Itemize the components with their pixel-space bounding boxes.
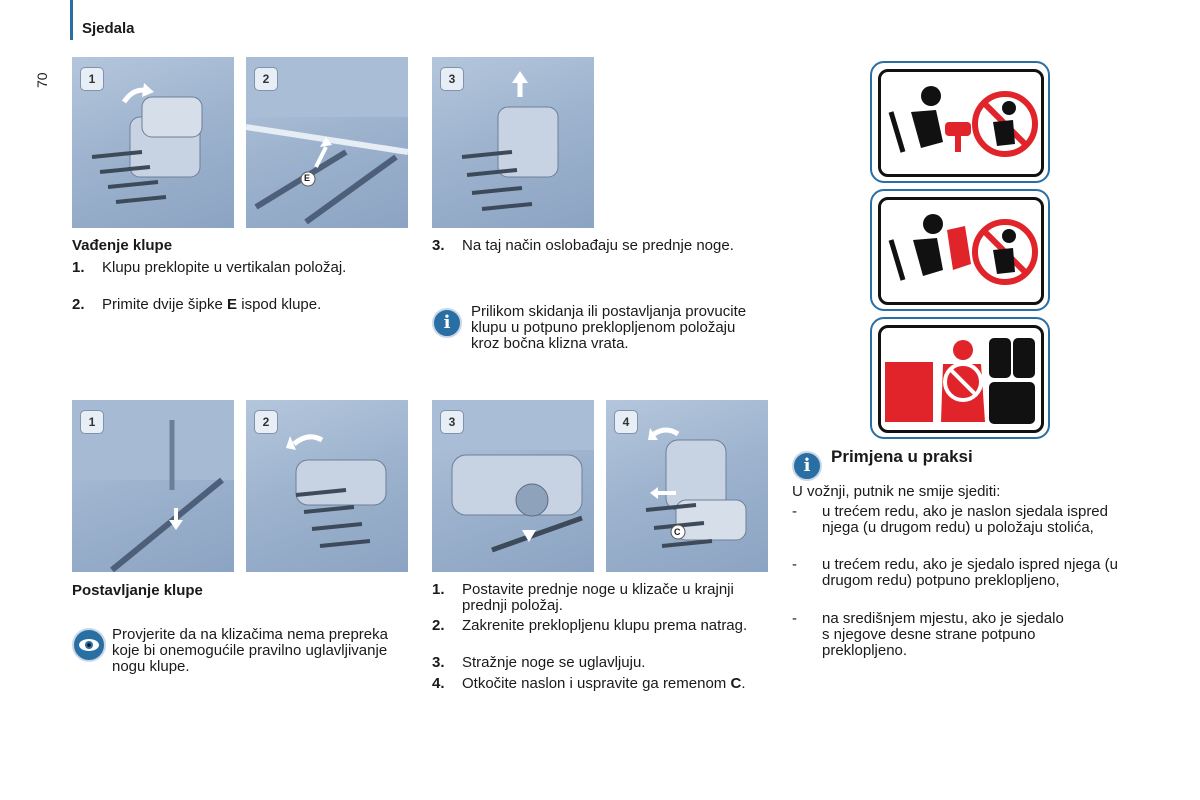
bullet-dash: - (792, 503, 797, 520)
step-text: Zakrenite preklopljenu klupu prema natrag. (462, 617, 748, 634)
step-text: Postavite prednje noge u klizače u krajnji prednji položaj. (462, 581, 734, 614)
step-text: Stražnje noge se uglavljuju. (462, 654, 646, 671)
marker-e: E (304, 173, 311, 183)
step-number: 4. (432, 675, 445, 692)
list-item (432, 655, 772, 673)
info-icon: i (792, 451, 822, 481)
practice-intro: U vožnji, putnik ne smije sjediti: (792, 483, 1001, 500)
warning-panel-folded-seat (870, 189, 1050, 311)
install-photo-2 (246, 400, 408, 572)
bullet-dash: - (792, 556, 797, 573)
removal-photo-1 (72, 57, 234, 228)
list-item (432, 238, 772, 272)
prohibition-icon (881, 328, 1041, 430)
step-number: 3. (432, 237, 445, 254)
step-badge: 3 (440, 67, 464, 91)
list-item (72, 260, 372, 294)
step-badge: 1 (80, 410, 104, 434)
section-title: Sjedala (82, 20, 135, 37)
step-text: Otkočite naslon i uspravite ga remenom C. (462, 675, 746, 692)
eye-icon (72, 628, 106, 662)
list-item (432, 582, 772, 616)
list-item (432, 618, 772, 652)
prohibition-icon (881, 200, 1041, 302)
info-icon: i (432, 308, 462, 338)
item-text: u trećem redu, ako je naslon sjedala ispred njega (u drugom redu) u položaju stolića, (822, 503, 1108, 536)
header-accent-bar (70, 0, 73, 40)
bullet-dash: - (792, 610, 797, 627)
removal-info-note: Prilikom skidanja ili postavljanja provucite klupu u potpuno preklopljenom položaju kroz bočna klizna vrata. (471, 303, 747, 352)
step-number: 3. (432, 654, 445, 671)
step-badge: 2 (254, 410, 278, 434)
item-text: u trećem redu, ako je sjedalo ispred njega (u drugom redu) potpuno preklopljeno, (822, 556, 1119, 589)
removal-photo-2 (246, 57, 408, 228)
step-number: 2. (432, 617, 445, 634)
removal-title: Vađenje klupe (72, 237, 173, 254)
list-item (432, 676, 772, 710)
marker-c: C (674, 527, 681, 537)
warning-panel-table-position (870, 61, 1050, 183)
step-number: 1. (432, 581, 445, 598)
step-badge: 3 (440, 410, 464, 434)
step-text: Na taj način oslobađaju se prednje noge. (462, 237, 734, 254)
step-badge: 1 (80, 67, 104, 91)
step-badge: 2 (254, 67, 278, 91)
install-eye-note: Provjerite da na klizačima nema prepreka koje bi onemogućile pravilno uglavljivanje nogu klupe. (112, 626, 388, 675)
install-photo-1 (72, 400, 234, 572)
step-text: Primite dvije šipke E ispod klupe. (102, 296, 322, 313)
practice-title: Primjena u praksi (831, 447, 973, 466)
warning-panel-center-seat (870, 317, 1050, 439)
install-photo-3 (432, 400, 594, 572)
page-number: 70 (34, 72, 50, 88)
install-title: Postavljanje klupe (72, 582, 203, 599)
prohibition-icon (881, 72, 1041, 174)
list-item (792, 504, 1132, 556)
list-item (72, 297, 412, 315)
step-number: 1. (72, 259, 85, 276)
list-item (792, 611, 1132, 663)
install-photo-4 (606, 400, 768, 572)
item-text: na središnjem mjestu, ako je sjedalo s njegove desne strane potpuno preklopljeno. (822, 610, 1064, 659)
step-text: Klupu preklopite u vertikalan položaj. (102, 259, 347, 276)
step-number: 2. (72, 296, 85, 313)
removal-photo-3 (432, 57, 594, 228)
step-badge: 4 (614, 410, 638, 434)
list-item (792, 557, 1132, 609)
